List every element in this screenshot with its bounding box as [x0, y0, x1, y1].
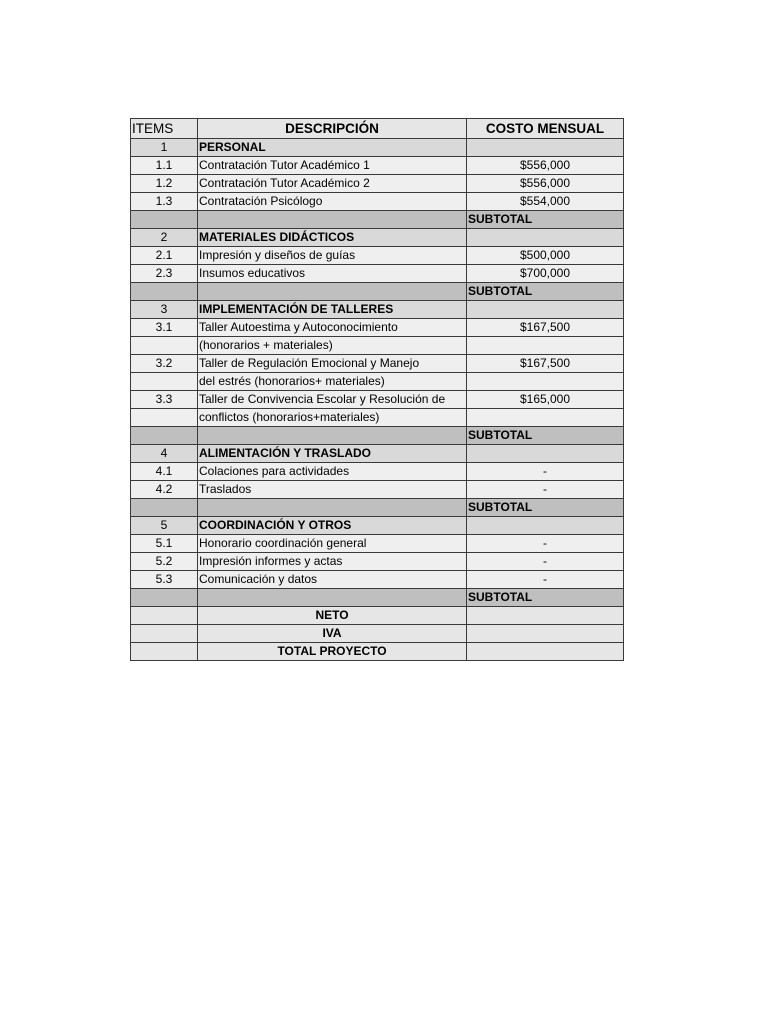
cost-cell: $554,000 — [467, 193, 624, 211]
item-number-cell: 5.2 — [131, 553, 198, 571]
item-number-cell: 3.2 — [131, 355, 198, 373]
section-title-cell: IMPLEMENTACIÓN DE TALLERES — [198, 301, 467, 319]
description-cell — [198, 427, 467, 445]
item-number-cell: 1.2 — [131, 175, 198, 193]
cost-cell — [467, 445, 624, 463]
header-description: DESCRIPCIÓN — [198, 119, 467, 139]
item-row — [131, 553, 624, 571]
subtotal-label-cell: SUBTOTAL — [467, 499, 624, 517]
total-value-cell — [467, 625, 624, 643]
item-number-cell — [131, 337, 198, 355]
cost-cell — [467, 301, 624, 319]
item-number-cell: 3 — [131, 301, 198, 319]
cost-cell: - — [467, 463, 624, 481]
item-number-cell: 5 — [131, 517, 198, 535]
section-row — [131, 445, 624, 463]
item-number-cell: 1.3 — [131, 193, 198, 211]
section-title-cell: MATERIALES DIDÁCTICOS — [198, 229, 467, 247]
item-row — [131, 175, 624, 193]
description-cell: Insumos educativos — [198, 265, 467, 283]
item-number-cell: 4.1 — [131, 463, 198, 481]
cost-cell — [467, 409, 624, 427]
cost-cell — [467, 139, 624, 157]
cost-cell — [467, 337, 624, 355]
section-row — [131, 301, 624, 319]
item-row — [131, 355, 624, 373]
description-cell — [198, 499, 467, 517]
cost-cell: - — [467, 571, 624, 589]
cost-cell: $167,500 — [467, 355, 624, 373]
description-cell — [198, 589, 467, 607]
item-number-cell — [131, 589, 198, 607]
item-number-cell — [131, 499, 198, 517]
item-number-cell — [131, 283, 198, 301]
description-cell — [198, 283, 467, 301]
header-row — [131, 119, 624, 139]
section-title-cell: PERSONAL — [198, 139, 467, 157]
header-cost: COSTO MENSUAL — [467, 119, 624, 139]
item-number-cell: 2 — [131, 229, 198, 247]
cost-cell: $700,000 — [467, 265, 624, 283]
description-cell: Taller de Convivencia Escolar y Resolución de — [198, 391, 467, 409]
cost-cell: - — [467, 535, 624, 553]
cost-cell: - — [467, 481, 624, 499]
description-cell: conflictos (honorarios+materiales) — [198, 409, 467, 427]
description-cell: Impresión y diseños de guías — [198, 247, 467, 265]
description-cell: (honorarios + materiales) — [198, 337, 467, 355]
total-blank-cell — [131, 607, 198, 625]
description-cell: Comunicación y datos — [198, 571, 467, 589]
total-value-cell — [467, 643, 624, 661]
description-cell: Contratación Tutor Académico 2 — [198, 175, 467, 193]
subtotal-row — [131, 499, 624, 517]
item-row — [131, 463, 624, 481]
description-cell: Contratación Tutor Académico 1 — [198, 157, 467, 175]
item-number-cell: 4 — [131, 445, 198, 463]
total-row — [131, 607, 624, 625]
subtotal-label-cell: SUBTOTAL — [467, 211, 624, 229]
budget-table-body — [131, 119, 624, 661]
subtotal-row — [131, 211, 624, 229]
subtotal-row — [131, 283, 624, 301]
item-row — [131, 337, 624, 355]
item-number-cell — [131, 211, 198, 229]
item-number-cell — [131, 373, 198, 391]
item-row — [131, 247, 624, 265]
section-row — [131, 139, 624, 157]
cost-cell — [467, 373, 624, 391]
section-title-cell: ALIMENTACIÓN Y TRASLADO — [198, 445, 467, 463]
description-cell: Traslados — [198, 481, 467, 499]
total-label-cell: TOTAL PROYECTO — [198, 643, 467, 661]
description-cell: Taller de Regulación Emocional y Manejo — [198, 355, 467, 373]
description-cell: Honorario coordinación general — [198, 535, 467, 553]
total-blank-cell — [131, 625, 198, 643]
item-number-cell: 1.1 — [131, 157, 198, 175]
cost-cell: $556,000 — [467, 157, 624, 175]
cost-cell: $165,000 — [467, 391, 624, 409]
subtotal-label-cell: SUBTOTAL — [467, 283, 624, 301]
cost-cell: $500,000 — [467, 247, 624, 265]
description-cell: Colaciones para actividades — [198, 463, 467, 481]
budget-sheet — [130, 118, 624, 661]
item-number-cell: 3.1 — [131, 319, 198, 337]
total-row — [131, 643, 624, 661]
header-items: ITEMS — [131, 119, 198, 139]
description-cell: Taller Autoestima y Autoconocimiento — [198, 319, 467, 337]
subtotal-row — [131, 427, 624, 445]
item-number-cell: 2.1 — [131, 247, 198, 265]
cost-cell — [467, 229, 624, 247]
description-cell — [198, 211, 467, 229]
description-cell: Impresión informes y actas — [198, 553, 467, 571]
item-row — [131, 373, 624, 391]
item-row — [131, 193, 624, 211]
item-number-cell: 3.3 — [131, 391, 198, 409]
item-number-cell: 2.3 — [131, 265, 198, 283]
budget-table — [130, 118, 624, 661]
cost-cell: - — [467, 553, 624, 571]
item-row — [131, 571, 624, 589]
total-label-cell: NETO — [198, 607, 467, 625]
total-label-cell: IVA — [198, 625, 467, 643]
description-cell: Contratación Psicólogo — [198, 193, 467, 211]
item-row — [131, 391, 624, 409]
subtotal-row — [131, 589, 624, 607]
cost-cell: $167,500 — [467, 319, 624, 337]
item-row — [131, 265, 624, 283]
item-row — [131, 157, 624, 175]
cost-cell — [467, 517, 624, 535]
item-row — [131, 319, 624, 337]
item-number-cell: 1 — [131, 139, 198, 157]
item-number-cell — [131, 409, 198, 427]
item-number-cell: 5.3 — [131, 571, 198, 589]
description-cell: del estrés (honorarios+ materiales) — [198, 373, 467, 391]
total-row — [131, 625, 624, 643]
section-row — [131, 229, 624, 247]
item-row — [131, 535, 624, 553]
section-title-cell: COORDINACIÓN Y OTROS — [198, 517, 467, 535]
item-row — [131, 481, 624, 499]
total-value-cell — [467, 607, 624, 625]
subtotal-label-cell: SUBTOTAL — [467, 589, 624, 607]
item-number-cell: 5.1 — [131, 535, 198, 553]
item-number-cell: 4.2 — [131, 481, 198, 499]
total-blank-cell — [131, 643, 198, 661]
item-number-cell — [131, 427, 198, 445]
subtotal-label-cell: SUBTOTAL — [467, 427, 624, 445]
section-row — [131, 517, 624, 535]
cost-cell: $556,000 — [467, 175, 624, 193]
item-row — [131, 409, 624, 427]
